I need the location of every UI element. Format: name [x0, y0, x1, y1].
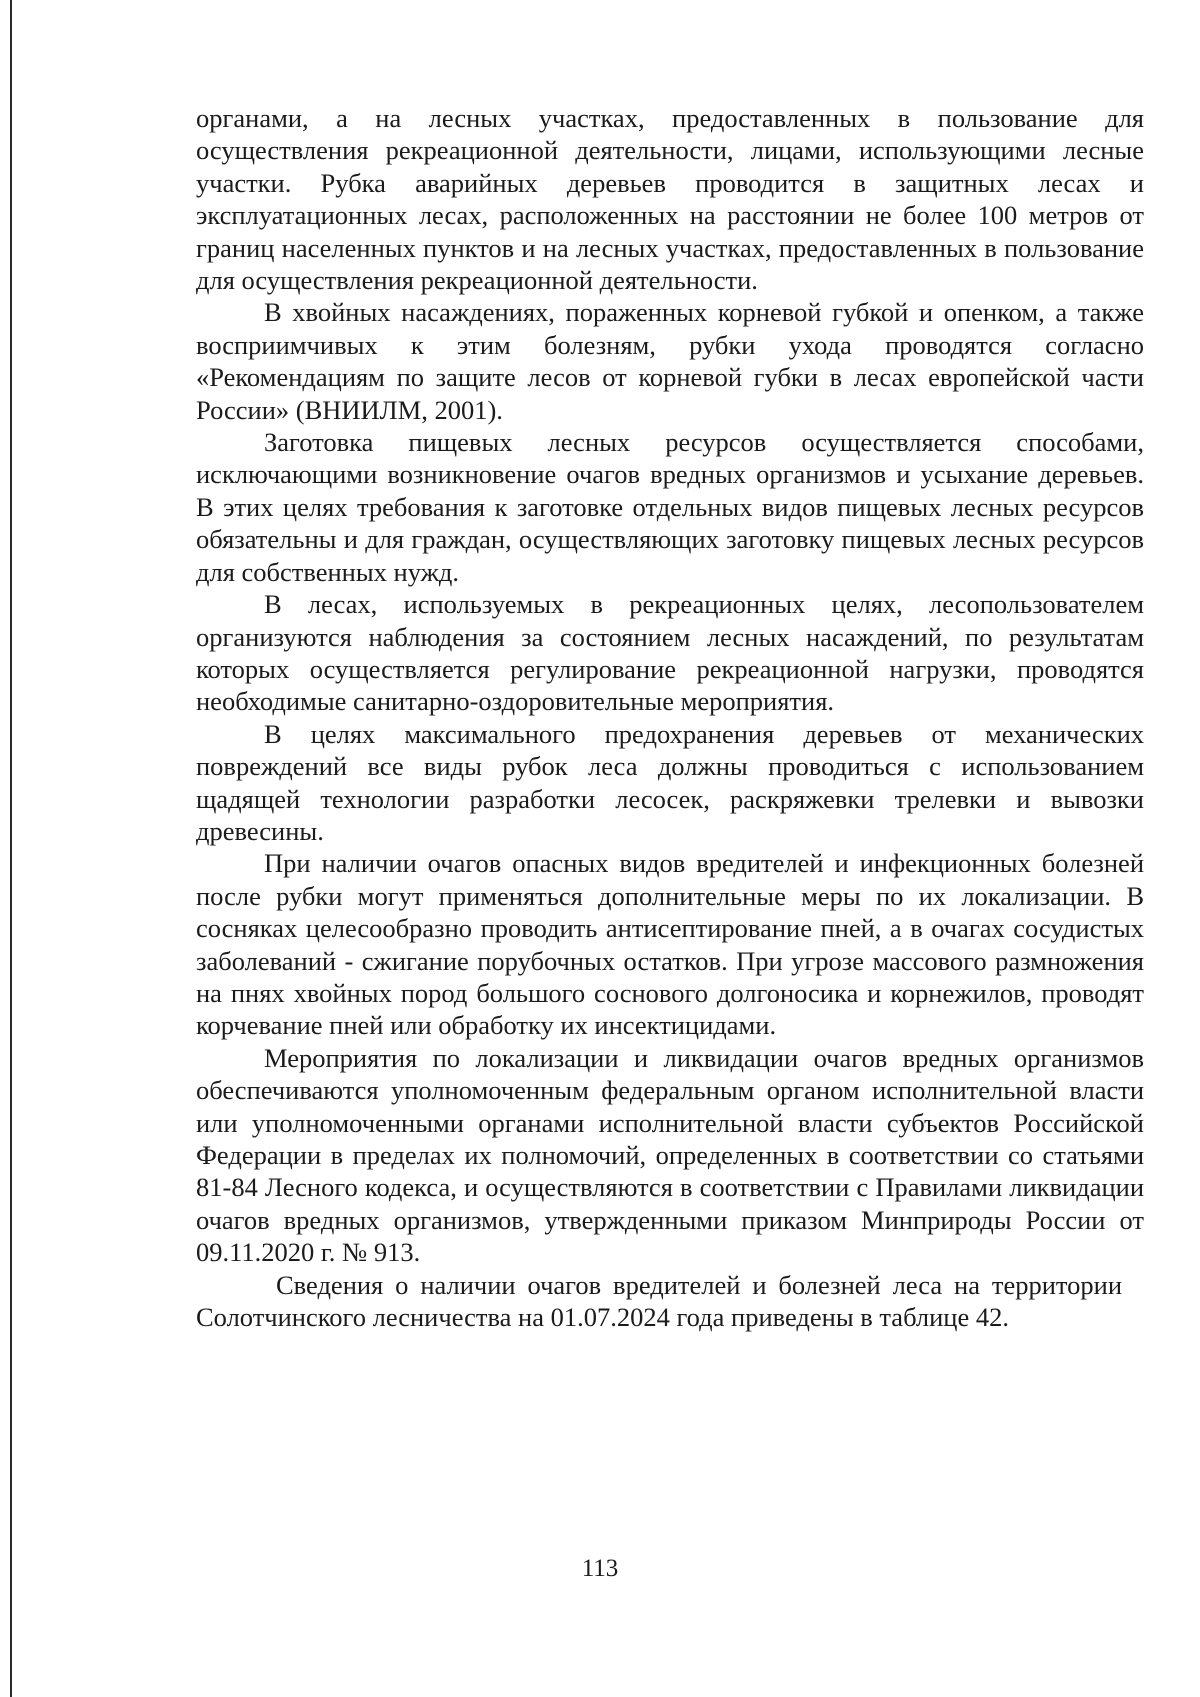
paragraph-table-reference: Сведения о наличии очагов вредителей и болезней леса на территории Солотчинского лесничества на 01.07.2024 года приведены в таблице 42. — [196, 1269, 1122, 1333]
paragraph-food-resources: Заготовка пищевых лесных ресурсов осуществляется способами, исключающими возникновение очагов вредных организмов и усыхание деревьев. В этих целях требования к заготовке отдельных видов пищевых лесных ресурсов обязательны и для граждан, осуществляющих заготовку пищевых лесных ресурсов для собственных нужд. — [196, 427, 1144, 587]
paragraph-mechanical-damage: В целях максимального предохранения деревьев от механических повреждений все виды рубок леса должны проводиться с использованием щадящей технологии разработки лесосек, раскряжевки трелевки и вывозки древесины. — [196, 718, 1144, 846]
paragraph-root-rot: В хвойных насаждениях, пораженных корневой губкой и опенком, а также восприимчивых к этим болезням, рубки ухода проводятся согласно «Рекомендациям по защите лесов от корневой губки в лесах европейской части России» (ВНИИЛМ, 2001). — [196, 297, 1144, 425]
scan-edge-line — [10, 0, 12, 1697]
paragraph-continuation: органами, а на лесных участках, предоставленных в пользование для осуществления рекреационной деятельности, лицами, использующими лесные участки. Рубка аварийных деревьев проводится в защитных лесах и эксплуатационных лесах, расположенных на расстоянии не более 100 метров от границ населенных пунктов и на лесных участках, предоставленных в пользование для осуществления рекреационной деятельности. — [196, 103, 1144, 296]
page-number: 113 — [581, 1555, 619, 1582]
document-body — [196, 102, 1144, 1333]
paragraph-recreational-forests: В лесах, используемых в рекреационных целях, лесопользователем организуются наблюдения за состоянием лесных насаждений, по результатам которых осуществляется регулирование рекреационной нагрузки, проводятся необходимые санитарно-оздоровительные мероприятия. — [196, 589, 1144, 717]
paragraph-pest-foci: При наличии очагов опасных видов вредителей и инфекционных болезней после рубки могут применяться дополнительные меры по их локализации. В сосняках целесообразно проводить антисептирование пней, а в очагах сосудистых заболеваний - сжигание порубочных остатков. При угрозе массового размножения на пнях хвойных пород большого соснового долгоносика и корнежилов, проводят корчевание пней или обработку их инсектицидами. — [196, 848, 1144, 1041]
paragraph-liquidation-measures: Мероприятия по локализации и ликвидации очагов вредных организмов обеспечиваются уполномоченным федеральным органом исполнительной власти или уполномоченными органами исполнительной власти субъектов Российской Федерации в пределах их полномочий, определенных в соответствии со статьями 81-84 Лесного кодекса, и осуществляются в соответствии с Правилами ликвидации очагов вредных организмов, утвержденными приказом Минприроды России от 09.11.2020 г. № 913. — [196, 1042, 1144, 1268]
